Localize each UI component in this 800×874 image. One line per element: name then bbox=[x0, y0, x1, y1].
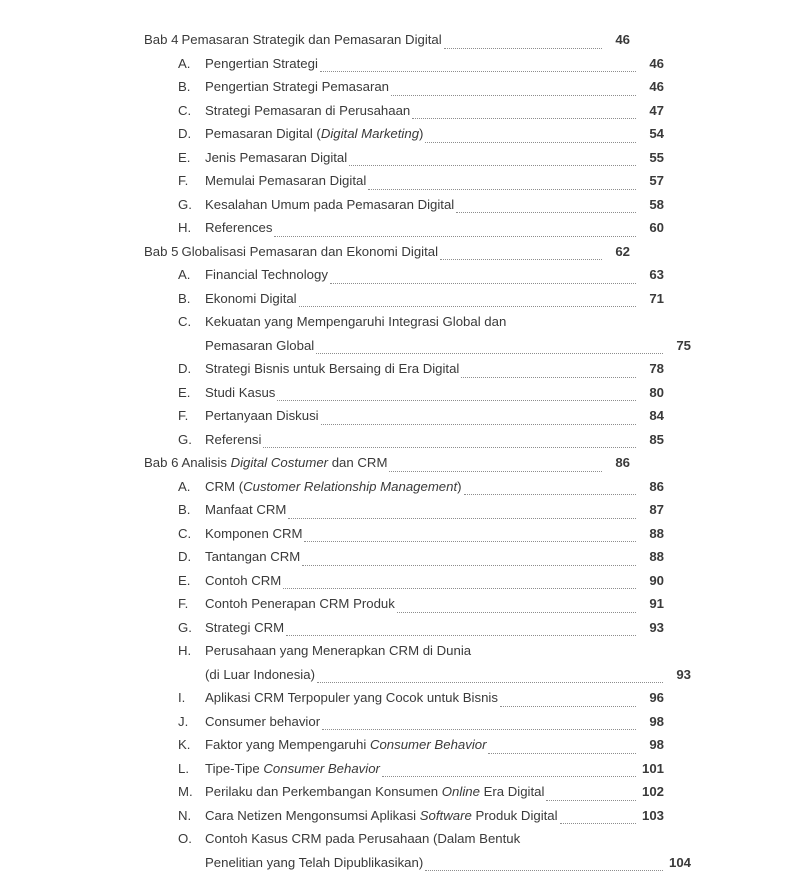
page-number: 46 bbox=[604, 28, 630, 52]
entry-title: Referensi bbox=[205, 428, 261, 452]
entry-title-italic: Digital Costumer bbox=[231, 455, 328, 470]
page-number: 91 bbox=[638, 592, 664, 616]
item-body bbox=[205, 686, 664, 710]
entry-title: Strategi CRM bbox=[205, 616, 284, 640]
dot-leader bbox=[464, 494, 636, 495]
entry-title: Pertanyaan Diskusi bbox=[205, 404, 319, 428]
item-body bbox=[205, 827, 664, 851]
entry-title: Pemasaran Strategik dan Pemasaran Digital bbox=[181, 28, 441, 52]
item-letter: H. bbox=[178, 216, 205, 240]
item-body bbox=[205, 122, 664, 146]
entry-title-italic: Consumer Behavior bbox=[263, 761, 380, 776]
dot-leader bbox=[277, 400, 636, 401]
page-number: 60 bbox=[638, 216, 664, 240]
item-letter: G. bbox=[178, 428, 205, 452]
item-body bbox=[205, 733, 664, 757]
item-letter: D. bbox=[178, 545, 205, 569]
page-number: 85 bbox=[638, 428, 664, 452]
dot-leader bbox=[425, 870, 663, 871]
toc-item-row[interactable] bbox=[144, 827, 664, 851]
entry-title-italic: Online bbox=[442, 784, 480, 799]
toc-item-row[interactable] bbox=[144, 52, 664, 76]
page-number: 63 bbox=[638, 263, 664, 287]
item-letter: D. bbox=[178, 122, 205, 146]
page-number: 86 bbox=[604, 451, 630, 475]
page-number: 103 bbox=[638, 804, 664, 828]
toc-item-row[interactable] bbox=[144, 639, 664, 663]
page-number: 58 bbox=[638, 193, 664, 217]
item-letter: C. bbox=[178, 310, 205, 334]
item-letter: O. bbox=[178, 827, 205, 851]
toc-item-row[interactable] bbox=[144, 428, 664, 452]
dot-leader bbox=[440, 259, 602, 260]
dot-leader bbox=[391, 95, 636, 96]
item-letter: C. bbox=[178, 99, 205, 123]
entry-title-italic: Customer Relationship Management bbox=[243, 479, 457, 494]
item-body bbox=[205, 592, 664, 616]
entry-title: Analisis Digital Costumer dan CRM bbox=[181, 451, 387, 475]
item-letter: A. bbox=[178, 475, 205, 499]
toc-item-row[interactable] bbox=[144, 146, 664, 170]
dot-leader bbox=[461, 377, 636, 378]
toc-item-row[interactable] bbox=[144, 733, 664, 757]
page-number: 62 bbox=[604, 240, 630, 264]
entry-title-italic: Consumer Behavior bbox=[370, 737, 487, 752]
page-number: 54 bbox=[638, 122, 664, 146]
item-body bbox=[205, 616, 664, 640]
dot-leader bbox=[368, 189, 636, 190]
entry-title-italic: Digital Marketing bbox=[321, 126, 419, 141]
dot-leader bbox=[425, 142, 636, 143]
item-letter: K. bbox=[178, 733, 205, 757]
toc-item-row[interactable] bbox=[144, 616, 664, 640]
item-letter: N. bbox=[178, 804, 205, 828]
item-body bbox=[205, 428, 664, 452]
item-body bbox=[205, 216, 664, 240]
entry-title: Memulai Pemasaran Digital bbox=[205, 169, 366, 193]
entry-title: Faktor yang Mempengaruhi Consumer Behavior bbox=[205, 733, 486, 757]
toc-item-row[interactable] bbox=[144, 216, 664, 240]
item-letter: C. bbox=[178, 522, 205, 546]
item-letter: H. bbox=[178, 639, 205, 663]
page-number: 96 bbox=[638, 686, 664, 710]
item-letter: M. bbox=[178, 780, 205, 804]
dot-leader bbox=[382, 776, 636, 777]
item-body bbox=[205, 522, 664, 546]
toc-item-row[interactable] bbox=[144, 569, 664, 593]
dot-leader bbox=[349, 165, 636, 166]
item-body bbox=[205, 757, 664, 781]
item-body bbox=[205, 75, 664, 99]
item-letter: D. bbox=[178, 357, 205, 381]
item-letter: I. bbox=[178, 686, 205, 710]
item-letter: B. bbox=[178, 498, 205, 522]
dot-leader bbox=[320, 71, 636, 72]
dot-leader bbox=[321, 424, 636, 425]
item-letter: G. bbox=[178, 193, 205, 217]
toc-item-continuation[interactable] bbox=[144, 851, 691, 874]
page-number: 71 bbox=[638, 287, 664, 311]
toc-item-row[interactable] bbox=[144, 545, 664, 569]
entry-title: Perusahaan yang Menerapkan CRM di Dunia bbox=[205, 639, 471, 663]
page-number: 88 bbox=[638, 522, 664, 546]
dot-leader bbox=[412, 118, 636, 119]
dot-leader bbox=[488, 753, 636, 754]
page-number: 46 bbox=[638, 52, 664, 76]
page-number: 80 bbox=[638, 381, 664, 405]
item-letter: J. bbox=[178, 710, 205, 734]
toc-item-row[interactable] bbox=[144, 381, 664, 405]
entry-title: References bbox=[205, 216, 272, 240]
entry-title: Perilaku dan Perkembangan Konsumen Online Era Digital bbox=[205, 780, 544, 804]
entry-title: Tantangan CRM bbox=[205, 545, 300, 569]
toc-chapter-row[interactable] bbox=[144, 28, 630, 52]
item-letter: G. bbox=[178, 616, 205, 640]
dot-leader bbox=[288, 518, 636, 519]
dot-leader bbox=[263, 447, 636, 448]
item-body bbox=[205, 287, 664, 311]
item-letter: A. bbox=[178, 263, 205, 287]
page-number: 93 bbox=[665, 663, 691, 687]
item-body bbox=[205, 498, 664, 522]
item-body bbox=[205, 804, 664, 828]
page-number: 78 bbox=[638, 357, 664, 381]
entry-title: Aplikasi CRM Terpopuler yang Cocok untuk Bisnis bbox=[205, 686, 498, 710]
entry-title: Kesalahan Umum pada Pemasaran Digital bbox=[205, 193, 454, 217]
item-body bbox=[205, 52, 664, 76]
item-body bbox=[205, 475, 664, 499]
dot-leader bbox=[330, 283, 636, 284]
page-number: 104 bbox=[665, 851, 691, 874]
page-number: 57 bbox=[638, 169, 664, 193]
toc-item-row[interactable] bbox=[144, 498, 664, 522]
item-body bbox=[205, 569, 664, 593]
toc-item-row[interactable] bbox=[144, 592, 664, 616]
item-letter: E. bbox=[178, 146, 205, 170]
entry-title: CRM (Customer Relationship Management) bbox=[205, 475, 462, 499]
item-body bbox=[205, 146, 664, 170]
entry-title: Contoh Kasus CRM pada Perusahaan (Dalam Bentuk bbox=[205, 827, 520, 851]
page-number: 46 bbox=[638, 75, 664, 99]
entry-title: Penelitian yang Telah Dipublikasikan) bbox=[205, 851, 423, 874]
dot-leader bbox=[302, 565, 636, 566]
page-number: 93 bbox=[638, 616, 664, 640]
item-body bbox=[205, 310, 664, 334]
toc-item-row[interactable] bbox=[144, 287, 664, 311]
dot-leader bbox=[299, 306, 636, 307]
page-number: 86 bbox=[638, 475, 664, 499]
dot-leader bbox=[397, 612, 636, 613]
page-number: 75 bbox=[665, 334, 691, 358]
toc-item-row[interactable] bbox=[144, 310, 664, 334]
table-of-contents bbox=[144, 28, 630, 874]
entry-title: (di Luar Indonesia) bbox=[205, 663, 315, 687]
toc-item-row[interactable] bbox=[144, 475, 664, 499]
toc-item-row[interactable] bbox=[144, 193, 664, 217]
entry-title: Pengertian Strategi Pemasaran bbox=[205, 75, 389, 99]
item-body bbox=[205, 99, 664, 123]
toc-item-row[interactable] bbox=[144, 686, 664, 710]
page-number: 98 bbox=[638, 733, 664, 757]
item-letter: F. bbox=[178, 592, 205, 616]
dot-leader bbox=[283, 588, 636, 589]
chapter-label: Bab 6 bbox=[144, 451, 181, 475]
dot-leader bbox=[456, 212, 636, 213]
chapter-label: Bab 5 bbox=[144, 240, 181, 264]
item-body bbox=[205, 169, 664, 193]
item-body bbox=[205, 193, 664, 217]
toc-chapter-row[interactable] bbox=[144, 451, 630, 475]
page-number: 101 bbox=[638, 757, 664, 781]
toc-chapter-row[interactable] bbox=[144, 240, 630, 264]
dot-leader bbox=[389, 471, 602, 472]
dot-leader bbox=[444, 48, 602, 49]
entry-title: Contoh CRM bbox=[205, 569, 281, 593]
entry-title: Contoh Penerapan CRM Produk bbox=[205, 592, 395, 616]
entry-title: Kekuatan yang Mempengaruhi Integrasi Global dan bbox=[205, 310, 506, 334]
item-body bbox=[205, 263, 664, 287]
page-number: 102 bbox=[638, 780, 664, 804]
item-body bbox=[205, 381, 664, 405]
item-body bbox=[205, 710, 664, 734]
dot-leader bbox=[286, 635, 636, 636]
entry-title: Komponen CRM bbox=[205, 522, 302, 546]
item-letter: L. bbox=[178, 757, 205, 781]
item-letter: B. bbox=[178, 287, 205, 311]
page-number: 84 bbox=[638, 404, 664, 428]
entry-title: Studi Kasus bbox=[205, 381, 275, 405]
dot-leader bbox=[500, 706, 636, 707]
dot-leader bbox=[316, 353, 663, 354]
entry-title: Pemasaran Digital (Digital Marketing) bbox=[205, 122, 423, 146]
toc-item-row[interactable] bbox=[144, 757, 664, 781]
item-letter: A. bbox=[178, 52, 205, 76]
page-number: 88 bbox=[638, 545, 664, 569]
page-number: 47 bbox=[638, 99, 664, 123]
item-body bbox=[205, 545, 664, 569]
item-letter: E. bbox=[178, 569, 205, 593]
entry-title: Cara Netizen Mengonsumsi Aplikasi Software Produk Digital bbox=[205, 804, 558, 828]
dot-leader bbox=[317, 682, 663, 683]
page-number: 55 bbox=[638, 146, 664, 170]
item-letter: F. bbox=[178, 169, 205, 193]
entry-title: Jenis Pemasaran Digital bbox=[205, 146, 347, 170]
dot-leader bbox=[274, 236, 636, 237]
item-letter: B. bbox=[178, 75, 205, 99]
entry-title: Financial Technology bbox=[205, 263, 328, 287]
page-number: 90 bbox=[638, 569, 664, 593]
toc-item-row[interactable] bbox=[144, 404, 664, 428]
item-body bbox=[205, 357, 664, 381]
dot-leader bbox=[304, 541, 636, 542]
toc-item-row[interactable] bbox=[144, 169, 664, 193]
entry-title: Pengertian Strategi bbox=[205, 52, 318, 76]
toc-item-continuation[interactable] bbox=[144, 663, 691, 687]
toc-item-row[interactable] bbox=[144, 710, 664, 734]
toc-item-row[interactable] bbox=[144, 99, 664, 123]
toc-item-row[interactable] bbox=[144, 804, 664, 828]
toc-item-row[interactable] bbox=[144, 122, 664, 146]
entry-title: Strategi Bisnis untuk Bersaing di Era Digital bbox=[205, 357, 459, 381]
item-body bbox=[205, 639, 664, 663]
entry-title: Ekonomi Digital bbox=[205, 287, 297, 311]
item-body bbox=[205, 404, 664, 428]
entry-title-italic: Software bbox=[420, 808, 472, 823]
entry-title: Pemasaran Global bbox=[205, 334, 314, 358]
entry-title: Manfaat CRM bbox=[205, 498, 286, 522]
toc-item-continuation[interactable] bbox=[144, 334, 691, 358]
page-number: 87 bbox=[638, 498, 664, 522]
entry-title: Globalisasi Pemasaran dan Ekonomi Digital bbox=[181, 240, 438, 264]
dot-leader bbox=[322, 729, 636, 730]
toc-item-row[interactable] bbox=[144, 263, 664, 287]
dot-leader bbox=[560, 823, 636, 824]
toc-item-row[interactable] bbox=[144, 522, 664, 546]
item-letter: F. bbox=[178, 404, 205, 428]
toc-item-row[interactable] bbox=[144, 357, 664, 381]
entry-title: Tipe-Tipe Consumer Behavior bbox=[205, 757, 380, 781]
item-letter: E. bbox=[178, 381, 205, 405]
chapter-label: Bab 4 bbox=[144, 28, 181, 52]
entry-title: Strategi Pemasaran di Perusahaan bbox=[205, 99, 410, 123]
toc-item-row[interactable] bbox=[144, 75, 664, 99]
page-number: 98 bbox=[638, 710, 664, 734]
entry-title: Consumer behavior bbox=[205, 710, 320, 734]
